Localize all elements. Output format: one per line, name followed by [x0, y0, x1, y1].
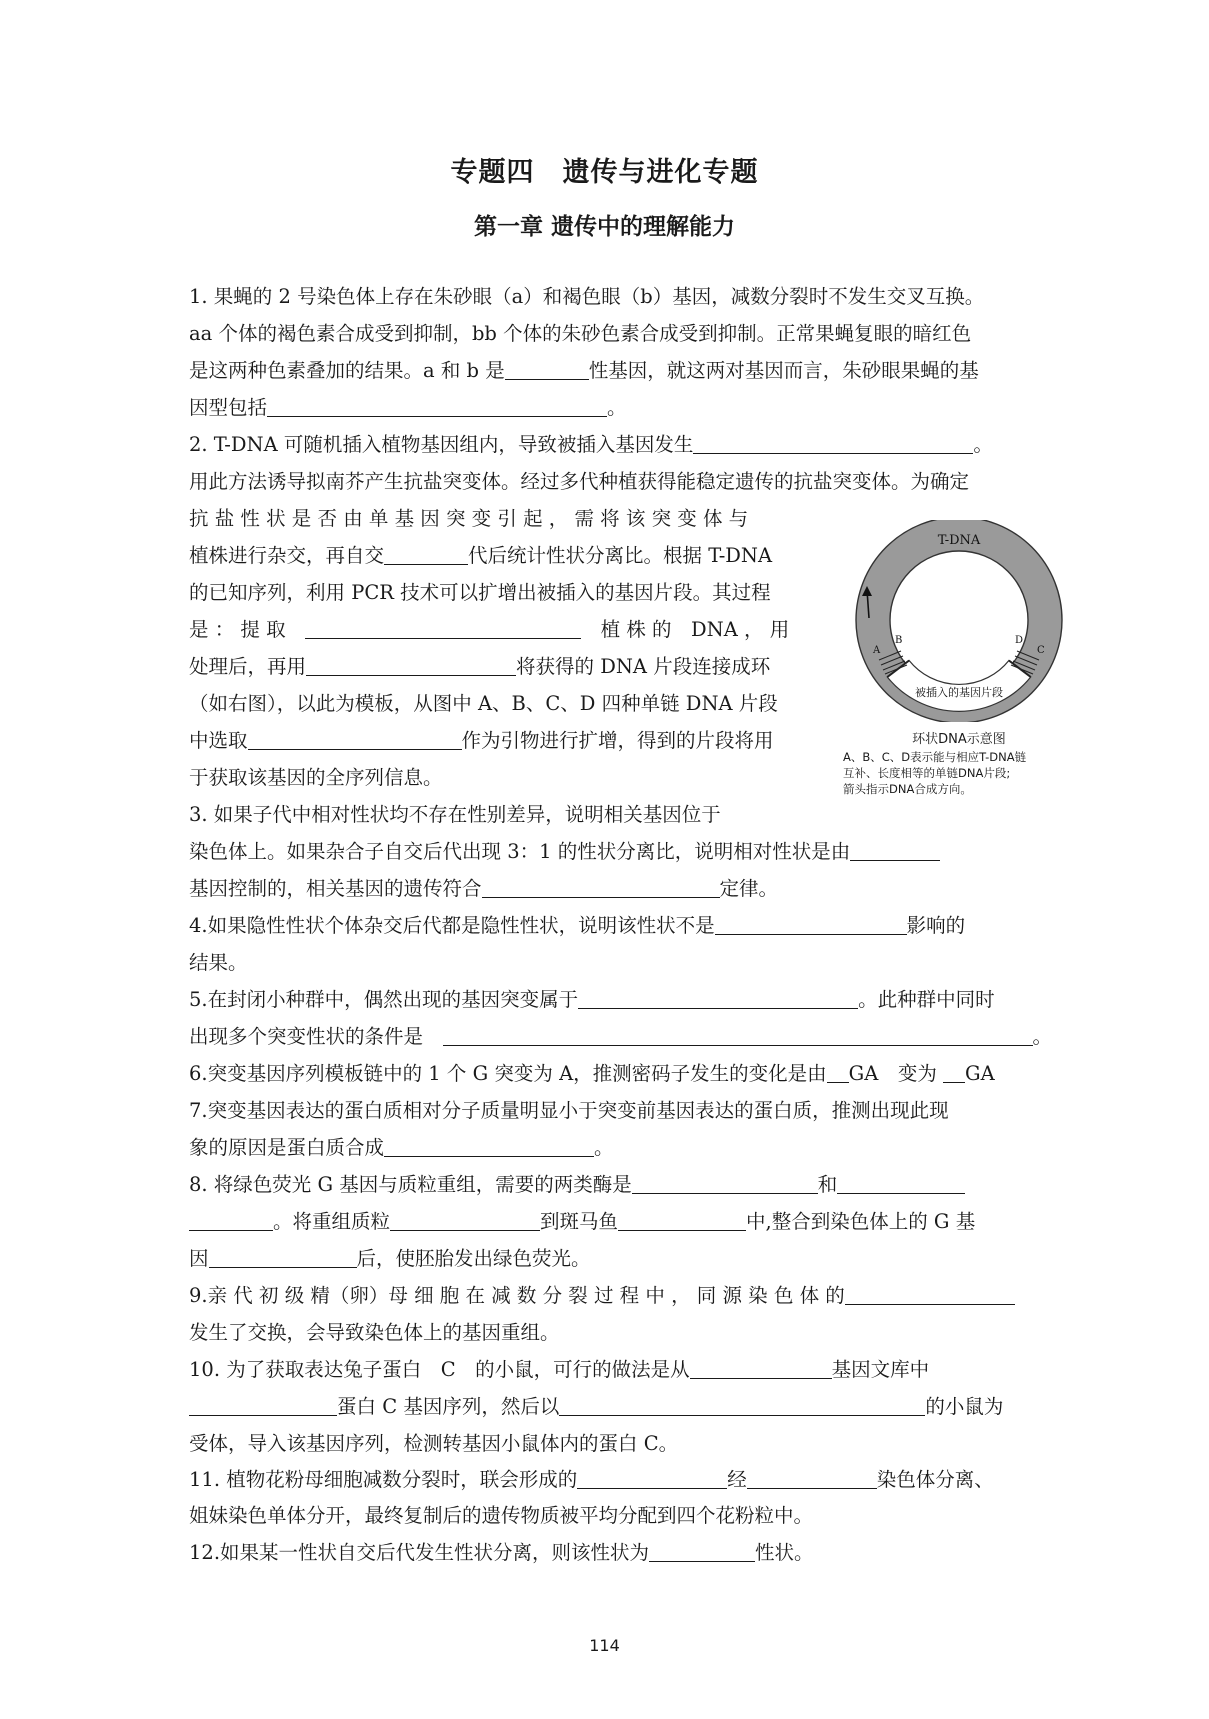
answer-blank[interactable]	[559, 1395, 925, 1416]
text-line: 是这两种色素叠加的结果。a 和 b 是 性基因，就这两对基因而言，朱砂眼果蝇的基	[189, 359, 979, 382]
page-number: 114	[589, 1636, 620, 1655]
text-line: 出现多个突变性状的条件是 。	[189, 1025, 1053, 1048]
text-line: 受体，导入该基因序列，检测转基因小鼠体内的蛋白 C。	[189, 1432, 679, 1455]
text-line: 6.突变基因序列模板链中的 1 个 G 突变为 A，推测密码子发生的变化是由 GA 变为 GA	[189, 1062, 995, 1085]
caption-line: 互补、长度相等的单链DNA片段;	[843, 766, 1011, 780]
tdna-label: T-DNA	[937, 533, 981, 548]
answer-blank[interactable]	[632, 1173, 818, 1194]
text-line: 11. 植物花粉母细胞减数分裂时，联会形成的 经 染色体分离、	[189, 1468, 994, 1491]
letter-a: A	[873, 645, 881, 656]
text-line: 中选取 作为引物进行扩增，得到的片段将用	[189, 729, 774, 752]
text-line: 的已知序列，利用 PCR 技术可以扩增出被插入的基因片段。其过程	[189, 581, 771, 604]
text-line: 是 ： 提 取 植 株 的 DNA ， 用	[189, 618, 790, 641]
text-line: 因 后，使胚胎发出绿色荧光。	[189, 1247, 591, 1270]
caption-line: A、B、C、D表示能与相应T-DNA链	[843, 750, 1027, 764]
answer-blank[interactable]	[577, 1468, 727, 1489]
chapter-title: 第一章 遗传中的理解能力	[473, 213, 735, 240]
text-line: 用此方法诱导拟南芥产生抗盐突变体。经过多代种植获得能稳定遗传的抗盐突变体。为确定	[189, 470, 970, 493]
answer-blank[interactable]	[384, 544, 468, 565]
text-line: 。将重组质粒 到斑马鱼 中,整合到染色体上的 G 基	[189, 1203, 1064, 1240]
answer-blank[interactable]	[690, 1358, 832, 1379]
circular-dna-diagram	[843, 520, 1075, 722]
answer-blank[interactable]	[443, 1025, 1033, 1046]
answer-blank[interactable]	[693, 433, 973, 454]
text-line: 3. 如果子代中相对性状均不存在性别差异，说明相关基因位于	[189, 803, 721, 826]
text-line: 5.在封闭小种群中，偶然出现的基因突变属于 。此种群中同时	[189, 988, 995, 1011]
fragment-label: 被插入的基因片段	[915, 686, 1003, 699]
letter-c: C	[1037, 645, 1045, 656]
answer-blank[interactable]	[306, 655, 516, 676]
answer-blank[interactable]	[649, 1541, 755, 1562]
answer-blank[interactable]	[209, 1247, 357, 1268]
answer-blank[interactable]	[305, 618, 581, 639]
text-line: 抗 盐 性 状 是 否 由 单 基 因 突 变 引 起 ， 需 将 该 突 变 体 与	[189, 507, 749, 530]
text-line: 10. 为了获取表达兔子蛋白 C 的小鼠，可行的做法是从 基因文库中	[189, 1358, 930, 1381]
answer-blank[interactable]	[715, 914, 907, 935]
answer-blank[interactable]	[189, 1395, 337, 1416]
text-line: 1. 果蝇的 2 号染色体上存在朱砂眼（a）和褐色眼（b）基因，减数分裂时不发生交叉互换。	[189, 285, 985, 308]
text-line: 处理后，再用 将获得的 DNA 片段连接成环	[189, 655, 771, 678]
circular-dna-figure	[843, 520, 1075, 797]
answer-blank[interactable]	[189, 1210, 273, 1231]
text-line: 结果。	[189, 951, 248, 974]
answer-blank[interactable]	[943, 1062, 965, 1083]
text-line: 4.如果隐性性状个体杂交后代都是隐性性状，说明该性状不是 影响的	[189, 914, 966, 937]
letter-d: D	[1015, 635, 1024, 646]
text-line: 染色体上。如果杂合子自交后代出现 3：1 的性状分离比，说明相对性状是由	[189, 833, 1064, 870]
page-title: 专题四 遗传与进化专题	[450, 157, 759, 188]
text-line: 于获取该基因的全序列信息。	[189, 766, 443, 789]
text-line: 因型包括 。	[189, 396, 627, 419]
answer-blank[interactable]	[505, 359, 589, 380]
answer-blank[interactable]	[248, 729, 462, 750]
text-line: 9.亲 代 初 级 精（卵）母 细 胞 在 减 数 分 裂 过 程 中 ， 同 源 染 色 体 的	[189, 1277, 1064, 1314]
answer-blank[interactable]	[747, 1468, 877, 1489]
text-line: 12.如果某一性状自交后代发生性状分离，则该性状为 性状。	[189, 1541, 814, 1564]
text-line: 植株进行杂交，再自交 代后统计性状分离比。根据 T-DNA	[189, 544, 773, 567]
answer-blank[interactable]	[267, 396, 607, 417]
text-line: 2. T-DNA 可随机插入植物基因组内，导致被插入基因发生 。	[189, 433, 993, 456]
text-line: 蛋白 C 基因序列，然后以 的小鼠为	[189, 1388, 1064, 1425]
answer-blank[interactable]	[384, 1136, 594, 1157]
text-line: 发生了交换，会导致染色体上的基因重组。	[189, 1321, 560, 1344]
answer-blank[interactable]	[827, 1062, 849, 1083]
question-body	[189, 278, 1064, 1571]
text-line: 姐妹染色单体分开，最终复制后的遗传物质被平均分配到四个花粉粒中。	[189, 1504, 814, 1527]
figure-caption-note	[843, 749, 1075, 797]
answer-blank[interactable]	[578, 988, 858, 1009]
letter-b: B	[895, 635, 903, 646]
text-line: 7.突变基因表达的蛋白质相对分子质量明显小于突变前基因表达的蛋白质，推测出现此现	[189, 1099, 949, 1122]
text-line: 象的原因是蛋白质合成 。	[189, 1136, 614, 1159]
text-line: （如右图），以此为模板，从图中 A、B、C、D 四种单链 DNA 片段	[189, 692, 778, 715]
answer-blank[interactable]	[845, 1284, 1015, 1305]
answer-blank[interactable]	[618, 1210, 746, 1231]
caption-line: 箭头指示DNA合成方向。	[843, 782, 972, 796]
answer-blank[interactable]	[837, 1173, 965, 1194]
figure-caption-title: 环状DNA示意图	[912, 732, 1006, 747]
answer-blank[interactable]	[850, 840, 940, 861]
text-line: 基因控制的，相关基因的遗传符合 定律。	[189, 877, 779, 900]
text-line: 8. 将绿色荧光 G 基因与质粒重组，需要的两类酶是 和	[189, 1166, 1064, 1203]
answer-blank[interactable]	[390, 1210, 540, 1231]
text-line: aa 个体的褐色素合成受到抑制，bb 个体的朱砂色素合成受到抑制。正常果蝇复眼的暗红色	[189, 322, 972, 345]
answer-blank[interactable]	[482, 877, 720, 898]
